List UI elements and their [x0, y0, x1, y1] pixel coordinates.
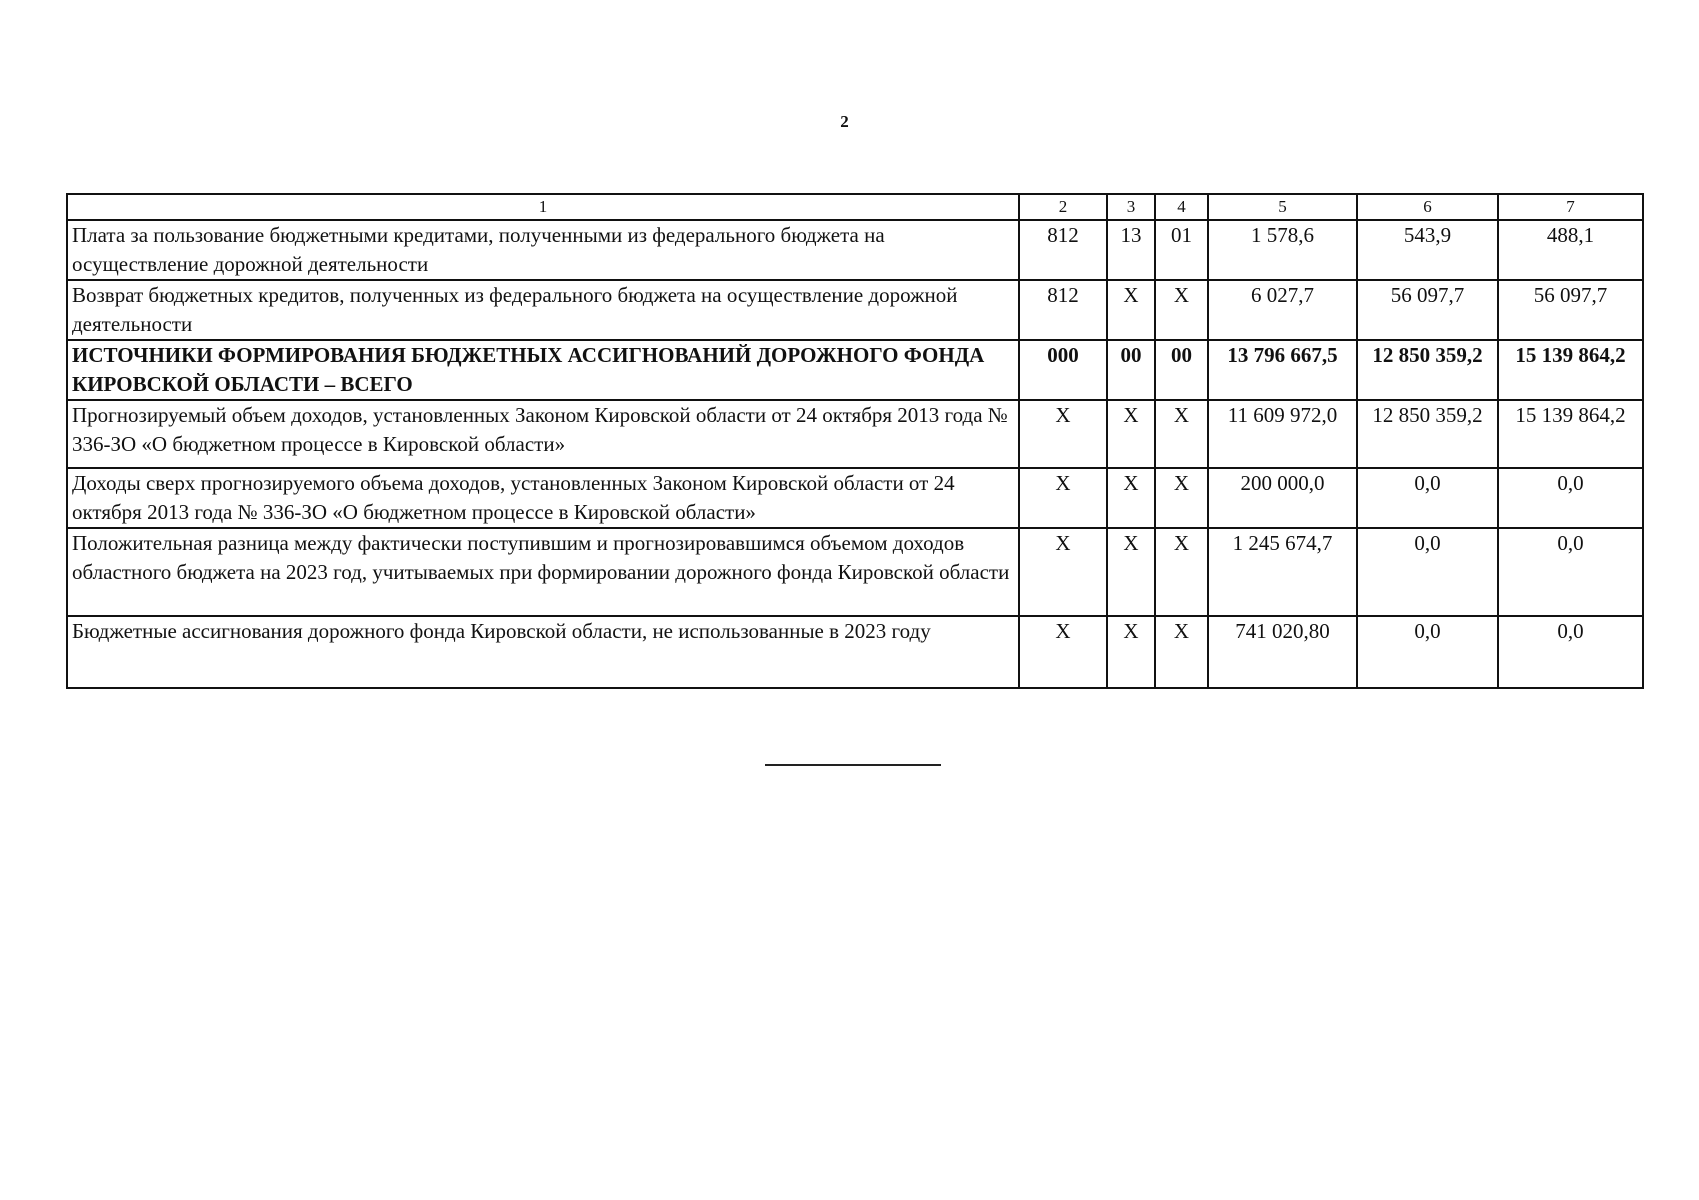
budget-table: [66, 193, 1644, 689]
cell-amount-col6: 0,0: [1357, 528, 1498, 616]
cell-section-code: Х: [1107, 280, 1155, 340]
cell-subsection-code: Х: [1155, 400, 1208, 468]
column-header: 2: [1019, 194, 1107, 220]
cell-admin-code: 812: [1019, 280, 1107, 340]
cell-amount-col7: 488,1: [1498, 220, 1643, 280]
cell-subsection-code: Х: [1155, 280, 1208, 340]
cell-amount-col5: 200 000,0: [1208, 468, 1357, 528]
row-description: Доходы сверх прогнозируемого объема доходов, установленных Законом Кировской области от 24 октября 2013 года № 336-ЗО «О бюджетном процессе в Кировской области»: [67, 468, 1019, 528]
cell-amount-col5: 1 578,6: [1208, 220, 1357, 280]
row-description: Плата за пользование бюджетными кредитами, полученными из федерального бюджета на осуществление дорожной деятельности: [67, 220, 1019, 280]
row-description: Бюджетные ассигнования дорожного фонда Кировской области, не использованные в 2023 году: [67, 616, 1019, 688]
cell-section-code: Х: [1107, 400, 1155, 468]
cell-amount-col6: 0,0: [1357, 616, 1498, 688]
cell-admin-code: Х: [1019, 400, 1107, 468]
row-description: ИСТОЧНИКИ ФОРМИРОВАНИЯ БЮДЖЕТНЫХ АССИГНОВАНИЙ ДОРОЖНОГО ФОНДА КИРОВСКОЙ ОБЛАСТИ – ВСЕГО: [67, 340, 1019, 400]
column-header: 6: [1357, 194, 1498, 220]
cell-amount-col7: 15 139 864,2: [1498, 400, 1643, 468]
cell-amount-col7: 0,0: [1498, 468, 1643, 528]
cell-amount-col5: 741 020,80: [1208, 616, 1357, 688]
cell-amount-col5: 1 245 674,7: [1208, 528, 1357, 616]
cell-amount-col7: 0,0: [1498, 616, 1643, 688]
cell-amount-col5: 13 796 667,5: [1208, 340, 1357, 400]
table-row: [67, 468, 1643, 528]
column-header: 1: [67, 194, 1019, 220]
page-number: 2: [840, 112, 849, 131]
cell-amount-col6: 0,0: [1357, 468, 1498, 528]
column-header: 3: [1107, 194, 1155, 220]
cell-amount-col6: 12 850 359,2: [1357, 400, 1498, 468]
cell-section-code: Х: [1107, 616, 1155, 688]
column-header: 4: [1155, 194, 1208, 220]
table-row: [67, 220, 1643, 280]
cell-amount-col7: 0,0: [1498, 528, 1643, 616]
table-row: [67, 528, 1643, 616]
cell-section-code: Х: [1107, 468, 1155, 528]
table-row: [67, 400, 1643, 468]
cell-amount-col6: 12 850 359,2: [1357, 340, 1498, 400]
table-header-row: [67, 194, 1643, 220]
cell-subsection-code: Х: [1155, 616, 1208, 688]
table-row: [67, 616, 1643, 688]
cell-subsection-code: 01: [1155, 220, 1208, 280]
cell-admin-code: 812: [1019, 220, 1107, 280]
end-of-document-divider: [765, 764, 941, 766]
cell-amount-col5: 11 609 972,0: [1208, 400, 1357, 468]
cell-amount-col6: 543,9: [1357, 220, 1498, 280]
cell-admin-code: Х: [1019, 616, 1107, 688]
cell-section-code: 00: [1107, 340, 1155, 400]
cell-amount-col5: 6 027,7: [1208, 280, 1357, 340]
table-row-total: [67, 340, 1643, 400]
row-description: Прогнозируемый объем доходов, установленных Законом Кировской области от 24 октября 2013 года № 336-ЗО «О бюджетном процессе в Кировской области»: [67, 400, 1019, 468]
cell-subsection-code: Х: [1155, 468, 1208, 528]
row-description: Возврат бюджетных кредитов, полученных из федерального бюджета на осуществление дорожной деятельности: [67, 280, 1019, 340]
cell-amount-col7: 15 139 864,2: [1498, 340, 1643, 400]
cell-amount-col6: 56 097,7: [1357, 280, 1498, 340]
cell-amount-col7: 56 097,7: [1498, 280, 1643, 340]
cell-subsection-code: 00: [1155, 340, 1208, 400]
cell-admin-code: Х: [1019, 528, 1107, 616]
row-description: Положительная разница между фактически поступившим и прогнозировавшимся объемом доходов областного бюджета на 2023 год, учитываемых при формировании дорожного фонда Кировской области: [67, 528, 1019, 616]
cell-admin-code: Х: [1019, 468, 1107, 528]
cell-section-code: Х: [1107, 528, 1155, 616]
cell-subsection-code: Х: [1155, 528, 1208, 616]
cell-section-code: 13: [1107, 220, 1155, 280]
cell-admin-code: 000: [1019, 340, 1107, 400]
column-header: 5: [1208, 194, 1357, 220]
table-row: [67, 280, 1643, 340]
column-header: 7: [1498, 194, 1643, 220]
